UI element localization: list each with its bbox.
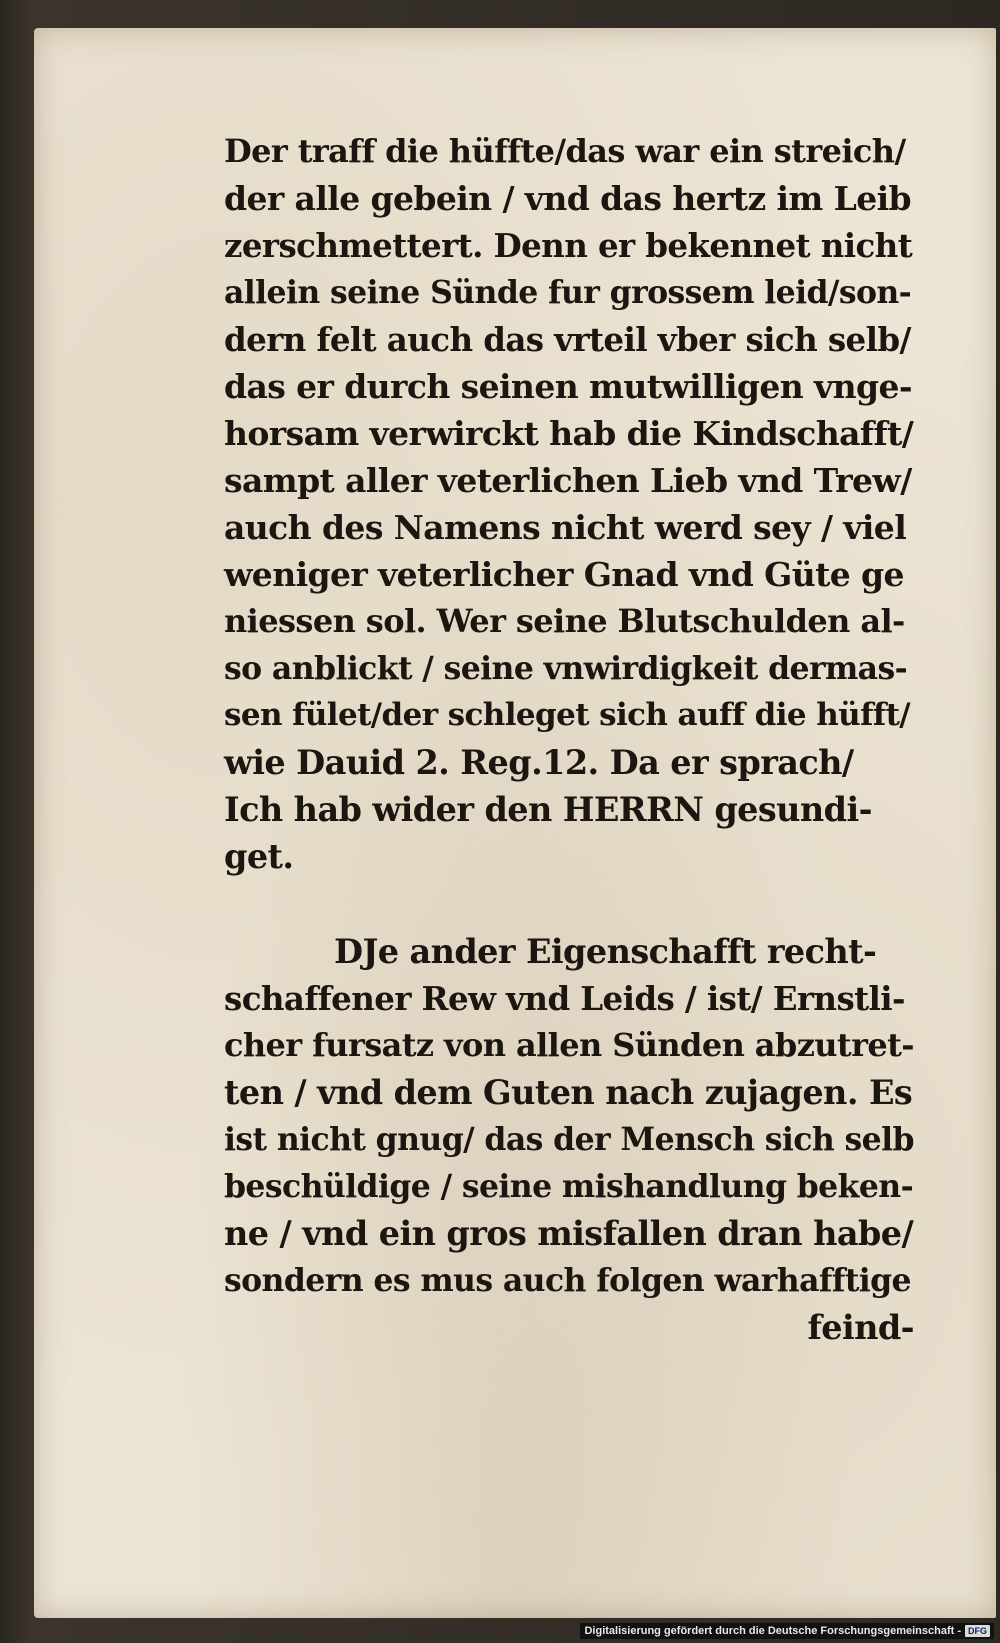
text-line: so anblickt / seine vnwirdigkeit dermas-: [224, 650, 908, 687]
paragraph-gap: [224, 880, 914, 928]
text-line: zerschmettert. Denn er bekennet nicht: [224, 226, 913, 265]
text-line: DJe ander Eigenschafft recht-: [334, 932, 877, 971]
text-line: sen fület/der schleget sich auff die hüfft/: [224, 697, 911, 733]
text-line: weniger veterlicher Gnad vnd Güte ge: [224, 555, 904, 594]
text-line: Ich hab wider den HERRN gesundi-: [224, 790, 872, 829]
text-line: sondern es mus auch folgen warhafftige: [224, 1262, 911, 1299]
text-line: ne / vnd ein gros misfallen dran habe/: [224, 1214, 914, 1253]
text-line: Der traff die hüffte/das war ein streich/: [224, 132, 906, 170]
text-line: der alle gebein / vnd das hertz im Leib: [224, 179, 912, 218]
text-line: schaffener Rew vnd Leids / ist/ Ernstli-: [224, 979, 905, 1018]
text-line: beschüldige / seine mishandlung beken-: [224, 1168, 914, 1205]
text-line: horsam verwirckt hab die Kindschafft/: [224, 414, 914, 453]
text-line: get.: [224, 837, 294, 876]
catchword: feind-: [807, 1308, 914, 1347]
digitization-credit: [580, 1623, 994, 1639]
text-line: wie Dauid 2. Reg.12. Da er sprach/: [224, 743, 854, 782]
text-line: auch des Namens nicht werd sey / viel: [224, 508, 907, 547]
text-line: sampt aller veterlichen Lieb vnd Trew/: [224, 461, 912, 500]
text-line: dern felt auch das vrteil vber sich selb/: [224, 320, 911, 359]
dfg-logo: DFG: [965, 1625, 990, 1637]
text-line: cher fursatz von allen Sünden abzutret-: [224, 1026, 914, 1064]
text-line: ist nicht gnug/ das der Mensch sich selb: [224, 1121, 914, 1158]
credit-text: Digitalisierung gefördert durch die Deutsche Forschungsgemeinschaft -: [584, 1625, 961, 1637]
text-line: ten / vnd dem Guten nach zujagen. Es: [224, 1073, 913, 1112]
text-line: allein seine Sünde fur grossem leid/son-: [224, 274, 912, 311]
book-page: [34, 28, 996, 1618]
page-text: [224, 128, 914, 1351]
text-line: das er durch seinen mutwilligen vnge-: [224, 367, 912, 406]
text-line: niessen sol. Wer seine Blutschulden al-: [224, 602, 905, 640]
